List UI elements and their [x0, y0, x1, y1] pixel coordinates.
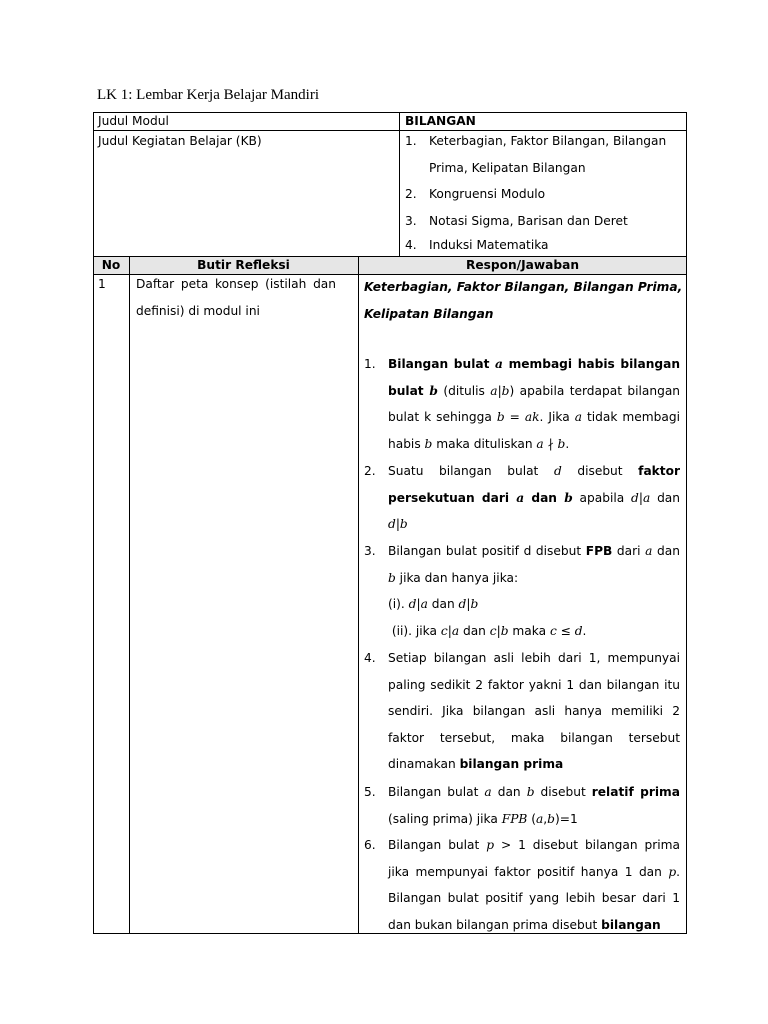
header-butir: Butir Refleksi [197, 258, 290, 272]
item-4-text: Setiap bilangan asli lebih dari 1, mempunyai paling sedikit 2 faktor yakni 1 dan bilangan itu sendiri. Jika bilangan asli hanya memiliki 2 faktor tersebut, maka bilangan tersebut dinamakan bilangan prima [388, 651, 680, 772]
col-divider-1 [129, 256, 130, 934]
judul-kb-label: Judul Kegiatan Belajar (KB) [98, 134, 262, 148]
item-2-text: Suatu bilangan bulat d disebut faktor persekutuan dari a dan b apabila d|a dan d|b [388, 464, 680, 532]
list-item: 6. Bilangan bulat p > 1 disebut bilangan prima jika mempunyai faktor positif hanya 1 dan p. Bilangan bulat positif yang lebih besar dari 1 dan bukan bilangan prima disebut bilangan [364, 832, 680, 938]
kb-item: 2. Kongruensi Modulo [405, 187, 546, 202]
judul-modul-label: Judul Modul [98, 114, 169, 128]
butir-refleksi: Daftar peta konsep (istilah dan definisi) di modul ini [136, 277, 336, 318]
item-3-text: Bilangan bulat positif d disebut FPB dari a dan b jika dan hanya jika: (i). d|a dan d|b (ii). jika c|a dan c|b maka c ≤ d. [388, 544, 680, 638]
col-divider-2 [358, 256, 359, 934]
item-1-text: Bilangan bulat a membagi habis bilangan bulat b (ditulis a|b) apabila terdapat bilangan bulat k sehingga b = ak. Jika a tidak membagi habis b maka dituliskan a ∤ b. [388, 357, 681, 451]
page-title: LK 1: Lembar Kerja Belajar Mandiri [97, 87, 319, 103]
list-item: 5. Bilangan bulat a dan b disebut relatif prima (saling prima) jika FPB (a,b)=1 [364, 779, 680, 832]
kb-item-cont: Prima, Kelipatan Bilangan [429, 160, 586, 175]
row-no: 1 [98, 277, 106, 291]
list-item: 3. Bilangan bulat positif d disebut FPB dari a dan b jika dan hanya jika: (i). d|a dan d|b (ii). jika c|a dan c|b maka c ≤ d. [364, 538, 680, 644]
info-table-divider [399, 112, 400, 257]
kb-item: 4. Induksi Matematika [405, 238, 549, 253]
kb-list [405, 128, 666, 256]
header-no: No [101, 258, 121, 272]
judul-modul-value: BILANGAN [405, 114, 476, 128]
list-item: 1. Bilangan bulat a membagi habis bilangan bulat b (ditulis a|b) apabila terdapat bilangan bulat k sehingga b = ak. Jika a tidak membagi habis b maka dituliskan a ∤ b. [364, 351, 680, 457]
item-5-text: Bilangan bulat a dan b disebut relatif prima (saling prima) jika FPB (a,b)=1 [388, 785, 680, 826]
kb-item: 1. Keterbagian, Faktor Bilangan, Bilangan [405, 134, 667, 148]
list-item: 2. Suatu bilangan bulat d disebut faktor persekutuan dari a dan b apabila d|a dan d|b [364, 458, 680, 538]
list-item: 4. Setiap bilangan asli lebih dari 1, mempunyai paling sedikit 2 faktor yakni 1 dan bilangan itu sendiri. Jika bilangan asli hanya memiliki 2 faktor tersebut, maka bilangan tersebut dinamakan bilangan prima [364, 645, 680, 778]
respon-heading: Keterbagian, Faktor Bilangan, Bilangan Prima, Kelipatan Bilangan [364, 280, 683, 321]
header-respon: Respon/Jawaban [466, 258, 579, 272]
item-6-text: Bilangan bulat p > 1 disebut bilangan prima jika mempunyai faktor positif hanya 1 dan p. Bilangan bulat positif yang lebih besar dari 1 dan bukan bilangan prima disebut bilangan [388, 838, 680, 932]
kb-item: 3. Notasi Sigma, Barisan dan Deret [405, 213, 628, 228]
